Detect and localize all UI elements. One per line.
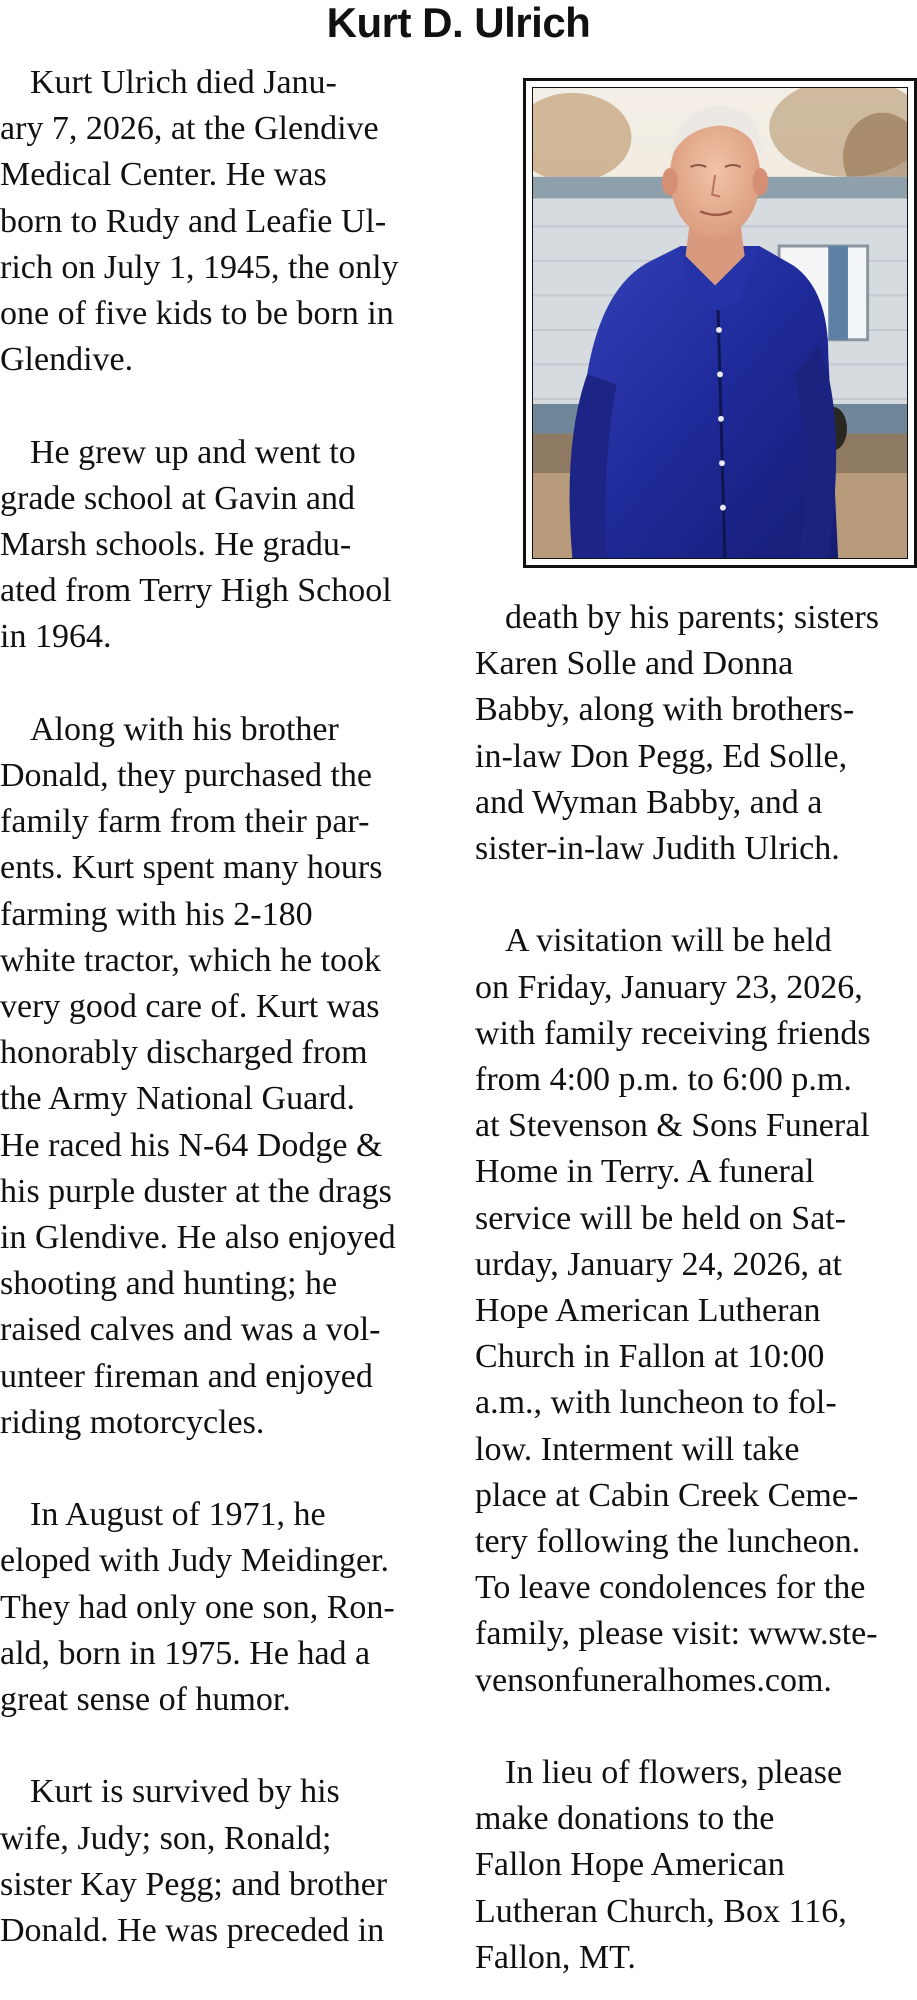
text-line: sister-in-law Judith Ulrich.: [475, 830, 840, 867]
text-line: on Friday, January 23, 2026,: [475, 968, 863, 1006]
text-line: rich on July 1, 1945, the only: [0, 248, 399, 286]
text-line: great sense of humor.: [0, 1681, 291, 1718]
text-line: A visitation will be held: [505, 922, 832, 960]
text-line: honorably discharged from: [0, 1034, 368, 1072]
text-line: Donald, they purchased the: [0, 757, 372, 794]
text-line: wife, Judy; son, Ronald;: [0, 1819, 332, 1857]
text-line: Marsh schools. He gradu-: [0, 526, 352, 563]
text-line: with family receiving friends: [475, 1014, 871, 1052]
obituary-title: Kurt D. Ulrich: [326, 0, 591, 46]
text-line: family farm from their par-: [0, 803, 370, 841]
text-line: Church in Fallon at 10:00: [475, 1338, 825, 1376]
text-line: Hope American Lutheran: [475, 1292, 821, 1329]
text-line: Kurt is survived by his: [30, 1773, 340, 1811]
text-line: eloped with Judy Meidinger.: [0, 1542, 390, 1580]
text-line: unteer fireman and enjoyed: [0, 1357, 373, 1395]
text-line: one of five kids to be born in: [0, 295, 394, 332]
text-line: vensonfuneralhomes.com.: [475, 1661, 832, 1699]
text-line: ated from Terry High School: [0, 572, 392, 610]
text-line: They had only one son, Ron-: [0, 1588, 395, 1626]
text-line: in 1964.: [0, 618, 112, 656]
text-line: Donald. He was preceded in: [0, 1912, 385, 1949]
portrait-photo-icon: [533, 88, 907, 558]
text-line: and Wyman Babby, and a: [475, 783, 823, 821]
text-line: sister Kay Pegg; and brother: [0, 1865, 388, 1903]
text-line: urday, January 24, 2026, at: [475, 1245, 842, 1283]
text-line: at Stevenson & Sons Funeral: [475, 1107, 870, 1145]
text-line: tery following the luncheon.: [475, 1523, 861, 1560]
text-line: Karen Solle and Donna: [475, 645, 794, 683]
text-line: He grew up and went to: [30, 433, 356, 471]
text-line: born to Rudy and Leafie Ul-: [0, 202, 387, 240]
text-line: service will be held on Sat-: [475, 1199, 847, 1237]
text-line: Lutheran Church, Box 116,: [475, 1892, 847, 1930]
text-line: his purple duster at the drags: [0, 1172, 392, 1210]
text-line: very good care of. Kurt was: [0, 988, 380, 1025]
portrait-photo: [523, 78, 917, 568]
text-line: Home in Terry. A funeral: [475, 1153, 815, 1191]
text-line: white tractor, which he took: [0, 941, 382, 979]
text-line: grade school at Gavin and: [0, 479, 355, 517]
text-line: riding motorcycles.: [0, 1403, 265, 1441]
text-line: in Glendive. He also enjoyed: [0, 1219, 396, 1256]
text-line: raised calves and was a vol-: [0, 1311, 381, 1349]
text-line: shooting and hunting; he: [0, 1265, 338, 1303]
text-line: a.m., with luncheon to fol-: [475, 1384, 837, 1422]
text-line: farming with his 2-180: [0, 895, 313, 933]
text-line: family, please visit: www.ste-: [475, 1615, 878, 1653]
text-line: In August of 1971, he: [30, 1496, 326, 1534]
text-line: To leave condolences for the: [475, 1569, 866, 1607]
text-line: from 4:00 p.m. to 6:00 p.m.: [475, 1061, 852, 1098]
text-line: the Army National Guard.: [0, 1080, 356, 1118]
text-line: make donations to the: [475, 1800, 775, 1838]
text-line: place at Cabin Creek Ceme-: [475, 1476, 859, 1514]
text-line: death by his parents; sisters: [505, 599, 879, 636]
text-line: ary 7, 2026, at the Glendive: [0, 110, 379, 148]
text-line: Babby, along with brothers-: [475, 691, 855, 729]
text-line: Fallon Hope American: [475, 1846, 785, 1884]
text-line: ents. Kurt spent many hours: [0, 849, 383, 887]
text-line: Fallon, MT.: [475, 1938, 636, 1976]
text-line: in-law Don Pegg, Ed Solle,: [475, 737, 848, 775]
text-line: In lieu of flowers, please: [505, 1754, 843, 1791]
portrait-image: [532, 87, 908, 559]
text-line: Medical Center. He was: [0, 156, 327, 194]
text-line: low. Interment will take: [475, 1430, 800, 1468]
text-line: Glendive.: [0, 341, 134, 379]
text-line: He raced his N-64 Dodge &: [0, 1126, 383, 1164]
text-line: Along with his brother: [30, 710, 339, 748]
text-line: Kurt Ulrich died Janu-: [30, 64, 337, 101]
text-line: ald, born in 1975. He had a: [0, 1634, 371, 1672]
